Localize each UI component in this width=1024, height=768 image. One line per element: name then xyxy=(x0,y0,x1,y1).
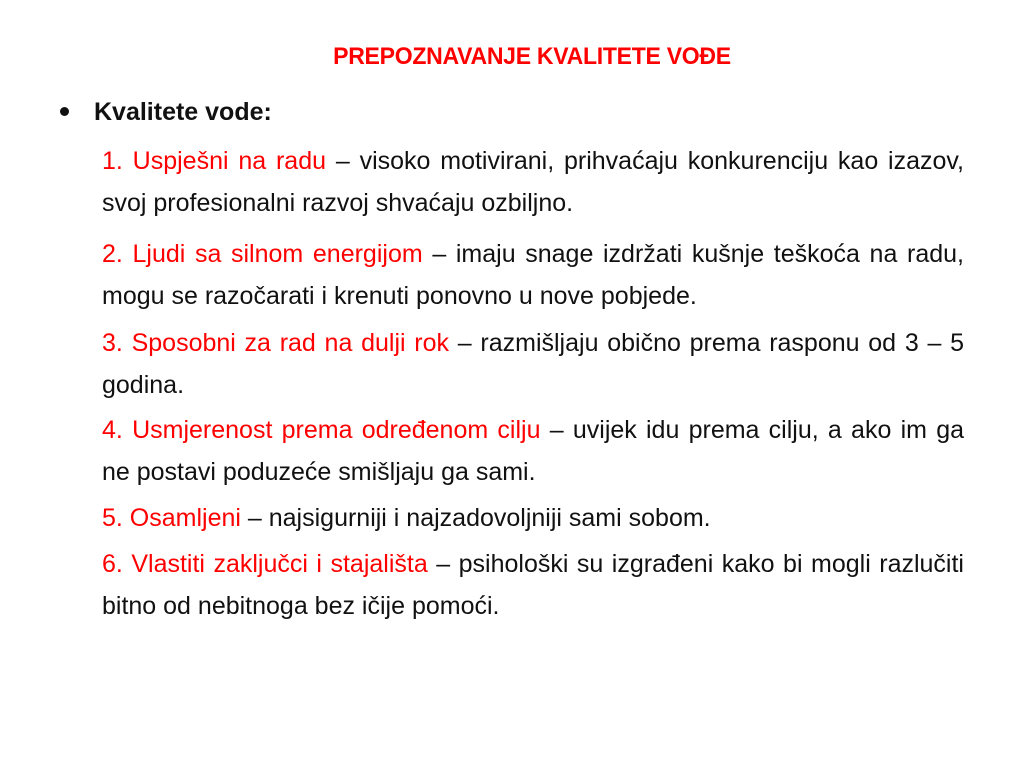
item-lead: 6. Vlastiti zaključci i stajališta xyxy=(102,550,428,578)
item-text: – imaju snage izdržati kušnje teškoća na radu, mogu se razočarati i krenuti ponovno u nove pobjede. xyxy=(102,240,964,310)
list-item xyxy=(102,233,964,317)
bullet-heading-row xyxy=(60,94,272,130)
item-lead: 3. Sposobni za rad na dulji rok xyxy=(102,329,450,357)
list-item xyxy=(102,497,964,539)
list-item xyxy=(102,409,964,493)
list-item xyxy=(102,322,964,406)
item-lead: 2. Ljudi sa silnom energijom xyxy=(102,240,423,268)
item-text: – razmišljaju obično prema rasponu od 3 – 5 godina. xyxy=(102,329,964,399)
item-lead: 5. Osamljeni xyxy=(102,504,241,532)
bullet-heading: Kvalitete vode: xyxy=(94,98,272,126)
item-text: – visoko motivirani, prihvaćaju konkurenciju kao izazov, svoj profesionalni razvoj shvaćaju ozbiljno. xyxy=(102,147,965,217)
bullet-icon xyxy=(60,107,69,116)
list-item xyxy=(102,140,964,224)
list-item xyxy=(102,543,964,627)
slide-title: PREPOZNAVANJE KVALITETE VOĐE xyxy=(333,43,731,70)
item-text: – uvijek idu prema cilju, a ako im ga ne postavi poduzeće smišljaju ga sami. xyxy=(102,416,965,486)
item-lead: 4. Usmjerenost prema određenom cilju xyxy=(102,416,541,444)
item-lead: 1. Uspješni na radu xyxy=(102,147,327,175)
quality-list xyxy=(102,140,964,627)
item-text: – najsigurniji i najzadovoljniji sami sobom. xyxy=(240,504,711,532)
item-text: – psihološki su izgrađeni kako bi mogli razlučiti bitno od nebitnoga bez ičije pomoći. xyxy=(102,550,964,620)
